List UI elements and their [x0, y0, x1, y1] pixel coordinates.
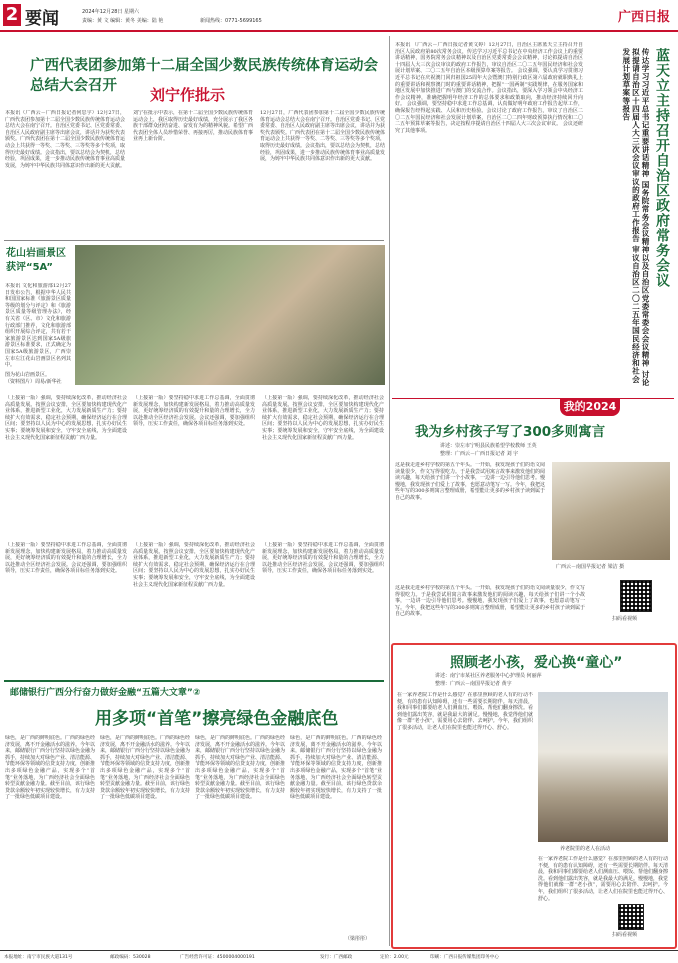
cave-photo: [75, 245, 385, 385]
elder-byline: 讲述：南宁市某社区养老服务中心护理员 何丽萍: [435, 673, 542, 679]
games-body-1: 12月27日，广西代表团参加第十二届全国少数民族传统体育运动会总结大会在南宁召开。自治区党委书记、区党委常委、自治区人民政府副主席等出席会议，讲话并为获奖代表颁奖。广西代表团在第十二届全国少数民族传统体育运动会上共获得一等奖、二等奖、三等奖等多个奖项，取得历史最好成绩。会议指出，要以总结会为契机，总结经验，巩固成果，进一步推动民族传统体育事业高质量发展，为铸牢中华民族共同体意识作出新的更大贡献。: [5, 110, 125, 169]
footer-price: 定价：2.00元: [380, 955, 409, 960]
cave-body: 本报讯 文化和旅游部12月27日发布公告，根据中华人民共和国国家标准《旅游景区质量等级的划分与评定》和《旅游景区质量等级管理办法》，经有关省（区、市）文化和旅游行政部门推荐，文化和旅游部组织开展综合评定，共有若干家旅游景区达到国家5A级旅游景区标准要求，正式确定为国家5A级旅游景区，广西崇左市左江花山岩画景区名列其中。: [5, 283, 71, 368]
bank-text-3: 绿色，是广西的鲜明底色。广西的绿色经济发展，离不开金融活水的滋养。今年以来，邮储银行广西分行坚持以绿色金融为抓手，持续加大对绿色产业、清洁能源、节能环保等领域的信贷支持力度，创新推出多项绿色金融产品，实现多个“首笔”业务落地，为广西经济社会全面绿色转型贡献金融力量。截至目前，该行绿色贷款余额较年初实现较快增长，有力支持了一批绿色低碳项目建设。: [195, 735, 285, 801]
cave-headline: 花山岩画景区获评“5A”: [6, 248, 66, 273]
footer-postcode: 邮政编码：530028: [110, 955, 151, 960]
budget-text-6: （上接第一版）要坚持稳中求进工作总基调，全面贯彻新发展理念，加快构建新发展格局，着力推动高质量发展，更好统筹经济质的有效提升和量的合理增长，全力以赴推动全区经济社会发展。会议还强调，要加强组织领导，压实工作责任，确保各项目标任务落到实处。: [262, 542, 384, 575]
games-headline: 广西代表团参加第十二届全国少数民族传统体育运动会总结大会召开: [30, 58, 378, 94]
budget-text-3: （上接第一版）强调，要持续深化改革，推动经济社会高质量发展。按照会议安排，全区要加快构建现代化产业体系，推进新型工业化，大力发展新质生产力；要持续扩大有效需求，稳定社会预期，确保经济运行在合理区间；要坚持以人民为中心的发展思想，扎实办好民生实事；要统筹发展和安全，守牢安全底线，为全面建设社会主义现代化国家新征程贡献广西力量。: [262, 395, 384, 441]
cave-credit: （资料图片）周易/新华社: [5, 378, 62, 385]
provincial-headline: 蓝天立主持召开自治区政府常务会议: [654, 48, 670, 288]
footer-distribution: 发行：广西邮政: [320, 955, 353, 960]
youth-reporter: 整理：广西云－广西日报记者 刘 宇: [440, 451, 519, 457]
youth-byline: 讲述：崇左市宁明县民族希望学校教师 王英: [440, 443, 537, 449]
footer-address: 本报地址：南宁市民族大道131号: [4, 955, 73, 960]
provincial-subtitle: 传达学习习近平总书记重要讲话精神 国务院常务会议精神以及自治区党委常委会会议精神 讨论拟提请自治区十四届人大三次会议审议的政府工作报告 审议自治区二〇二五年国民经济和社会发展计划草案等报告: [621, 48, 650, 387]
youth-headline: 我为乡村孩子写了300多则寓言: [415, 424, 606, 440]
bank-text-4: 绿色，是广西的鲜明底色。广西的绿色经济发展，离不开金融活水的滋养。今年以来，邮储银行广西分行坚持以绿色金融为抓手，持续加大对绿色产业、清洁能源、节能环保等领域的信贷支持力度，创新推出多项绿色金融产品，实现多个“首笔”业务落地，为广西经济社会全面绿色转型贡献金融力量。截至目前，该行绿色贷款余额较年初实现较快增长，有力支持了一批绿色低碳项目建设。: [290, 735, 382, 801]
section-name: 要闻: [25, 9, 59, 29]
footer-ad-license: 广告经营许可证：4500004000191: [180, 955, 255, 960]
elder-body-2: 在一家养老院工作是什么感觉？在那里照顾的老人有的行动不便，有的患有认知障碍，还有一些需要长期陪伴。每天清晨，我和同事们都要给老人们测血压、喂饭、帮他们翻身擦洗。看到他们露出笑容，就是我最大的满足。慢慢地，我觉得他们就像一群“老小孩”，需要用心去陪伴、去呵护。今年，我们组织了很多活动，让老人们在院里也能过得开心、舒心。: [538, 856, 668, 902]
elder-headline: 照顾老小孩，爱心换“童心”: [450, 655, 623, 671]
page-number: 2: [3, 4, 21, 26]
elder-caption: 养老院里的老人在活动: [560, 846, 611, 852]
cave-caption-text: 图为花山岩画景区。: [5, 372, 51, 378]
newspaper-logo: 广西日报: [617, 10, 670, 25]
header-rule: [0, 30, 678, 32]
provincial-body-2: 会议强调，要认真学习贯彻习近平总书记在庆祝澳门回归祖国25周年大会暨澳门特别行政区第六届政府就职典礼上的重要讲话和视察澳门时的重要讲话精神，把握“一国两制”实践规律，在服务国家和地区发展中加快推进广西与澳门的交流合作。会议指出，要深入学习领会中央经济工作会议精神，准确把握明年经济工作的总体要求和政策取向，推动经济持续回升向好。: [395, 68, 583, 108]
editor-line: 责编：黄 文 编辑：黄冬 美编：陆 艳: [82, 18, 164, 24]
provincial-text: [395, 42, 583, 397]
bank-headline: 用多项“首笔”擦亮绿色金融底色: [95, 709, 339, 729]
bank-author: （梁彤彤）: [345, 936, 371, 942]
games-lead: 本报讯（广西云－广西日报记者何思宇）: [5, 110, 97, 116]
date-line: 2024年12月28日 星期六: [82, 9, 140, 15]
youth-body-1: 这是我走进乡村学校的第五个年头。一开始，我发现孩子们的语文阅读量很少，作文写得很吃力。于是我尝试用寓言故事来激发他们的阅读兴趣，每天给孩子们讲一个小故事，一边讲一边引导他们思考。慢慢地，我发现孩子们爱上了故事，也愿意动笔写一写。今年，我把这些年写的300多则寓言整理成册，希望能让更多的乡村孩子读到属于自己的故事。: [395, 462, 545, 501]
youth-classroom-photo: [552, 462, 670, 560]
games-text-1: [5, 110, 125, 240]
games-subtitle: 刘宁作批示: [150, 86, 226, 104]
youth-caption: 广西云－南国早报记者 梁洁 摄: [556, 564, 625, 570]
footer-printer: 印刷：广西日报传媒集团印务中心: [430, 955, 499, 960]
provincial-body-1: 本报讯 （广西云－广西日报记者黄文婷）12月27日，自治区主席蓝天立主持召开自治区人民政府第80次常务会议，传达学习习近平总书记在中央经济工作会议上的重要讲话精神，国务院常务会议精神以及自治区党委常委会会议精神，讨论拟提请自治区十四届人大三次会议审议的政府工作报告，审议自治区二〇二五年国民经济和社会发展计划草案、二〇二五年自治区本级预算草案等报告。: [395, 42, 583, 75]
elder-photo: [538, 692, 668, 842]
budget-text-1: （上接第一版）强调，要持续深化改革，推动经济社会高质量发展。按照会议安排，全区要加快构建现代化产业体系，推进新型工业化，大力发展新质生产力；要持续扩大有效需求，稳定社会预期，确保经济运行在合理区间；要坚持以人民为中心的发展思想，扎实办好民生实事；要统筹发展和安全，守牢安全底线，为全面建设社会主义现代化国家新征程贡献广西力量。: [5, 395, 127, 441]
page-footer: [0, 950, 678, 963]
budget-text-4: （上接第一版）要坚持稳中求进工作总基调，全面贯彻新发展理念，加快构建新发展格局，着力推动高质量发展，更好统筹经济质的有效提升和量的合理增长，全力以赴推动全区经济社会发展。会议还强调，要加强组织领导，压实工作责任，确保各项目标任务落到实处。: [5, 542, 127, 575]
youth-qr-label: 扫码看视频: [612, 616, 638, 622]
youth-qr-code[interactable]: [620, 580, 652, 612]
bank-text-2: 绿色，是广西的鲜明底色。广西的绿色经济发展，离不开金融活水的滋养。今年以来，邮储银行广西分行坚持以绿色金融为抓手，持续加大对绿色产业、清洁能源、节能环保等领域的信贷支持力度，创新推出多项绿色金融产品，实现多个“首笔”业务落地，为广西经济社会全面绿色转型贡献金融力量。截至目前，该行绿色贷款余额较年初实现较快增长，有力支持了一批绿色低碳项目建设。: [100, 735, 190, 801]
bank-text-1: 绿色，是广西的鲜明底色。广西的绿色经济发展，离不开金融活水的滋养。今年以来，邮储银行广西分行坚持以绿色金融为抓手，持续加大对绿色产业、清洁能源、节能环保等领域的信贷支持力度，创新推出多项绿色金融产品，实现多个“首笔”业务落地，为广西经济社会全面绿色转型贡献金融力量。截至目前，该行绿色贷款余额较年初实现较快增长，有力支持了一批绿色低碳项目建设。: [5, 735, 95, 801]
games-text-2: 刘宁在批示中表示，在第十二届全国少数民族传统体育运动会上，我区取得历史最好成绩，充分展示了我区各族干部群众团结奋进、奋发有为的精神风貌。希望广西代表团全体人员珍惜荣誉、再接再厉，推动民族体育事业再上新台阶。: [133, 110, 253, 143]
provincial-body-4: 会议还研究了其他事项。: [395, 121, 583, 134]
page-header: [0, 0, 678, 30]
elder-body-1: 在一家养老院工作是什么感觉？在那里照顾的老人有的行动不便，有的患有认知障碍，还有一些需要长期陪伴。每天清晨，我和同事们都要给老人们测血压、喂饭、帮他们翻身擦洗。看到他们露出笑容，就是我最大的满足。慢慢地，我觉得他们就像一群“老小孩”，需要用心去陪伴、去呵护。今年，我们组织了很多活动，让老人们在院里也能过得开心、舒心。: [397, 692, 533, 731]
games-text-3: 12月27日，广西代表团参加第十二届全国少数民族传统体育运动会总结大会在南宁召开。自治区党委书记、区党委常委、自治区人民政府副主席等出席会议，讲话并为获奖代表颁奖。广西代表团在第十二届全国少数民族传统体育运动会上共获得一等奖、二等奖、三等奖等多个奖项，取得历史最好成绩。会议指出，要以总结会为契机，总结经验，巩固成果，进一步推动民族传统体育事业高质量发展，为铸牢中华民族共同体意识作出新的更大贡献。: [260, 110, 385, 163]
budget-text-2: （上接第一版）要坚持稳中求进工作总基调，全面贯彻新发展理念，加快构建新发展格局，着力推动高质量发展，更好统筹经济质的有效提升和量的合理增长，全力以赴推动全区经济社会发展。会议还强调，要加强组织领导，压实工作责任，确保各项目标任务落到实处。: [133, 395, 255, 428]
elder-reporter: 整理：广西云－南国早报记者 黄宇: [435, 681, 512, 687]
my2024-badge: 我的2024: [560, 398, 620, 416]
budget-text-5: （上接第一版）强调，要持续深化改革，推动经济社会高质量发展。按照会议安排，全区要加快构建现代化产业体系，推进新型工业化，大力发展新质生产力；要持续扩大有效需求，稳定社会预期，确保经济运行在合理区间；要坚持以人民为中心的发展思想，扎实办好民生实事；要统筹发展和安全，守牢安全底线，为全面建设社会主义现代化国家新征程贡献广西力量。: [133, 542, 255, 588]
bank-kicker: 邮储银行广西分行奋力做好金融“五篇大文章”②: [10, 688, 201, 698]
cave-caption: [5, 372, 71, 385]
elder-qr-label: 扫码看视频: [612, 932, 638, 938]
elder-qr-code[interactable]: [618, 904, 644, 930]
youth-body-2: 这是我走进乡村学校的第五个年头。一开始，我发现孩子们的语文阅读量很少，作文写得很吃力。于是我尝试用寓言故事来激发他们的阅读兴趣，每天给孩子们讲一个小故事，一边讲一边引导他们思考。慢慢地，我发现孩子们爱上了故事，也愿意动笔写一写。今年，我把这些年写的300多则寓言整理成册，希望能让更多的乡村孩子读到属于自己的故事。: [395, 585, 585, 618]
provincial-body-3: 会议强调，要坚持稳中求进工作总基调，认真做好明年政府工作报告起草工作，确保报告经得起实践、人民和历史检验。会议讨论了政府工作报告，审议了自治区二〇二五年国民经济和社会发展计划草案，自治区二〇二四年财政预算执行情况和二〇二五年预算草案等报告，决定按程序提请自治区十四届人大三次会议审议。: [395, 101, 583, 128]
hotline: 新闻热线：0771-5699165: [200, 18, 262, 24]
